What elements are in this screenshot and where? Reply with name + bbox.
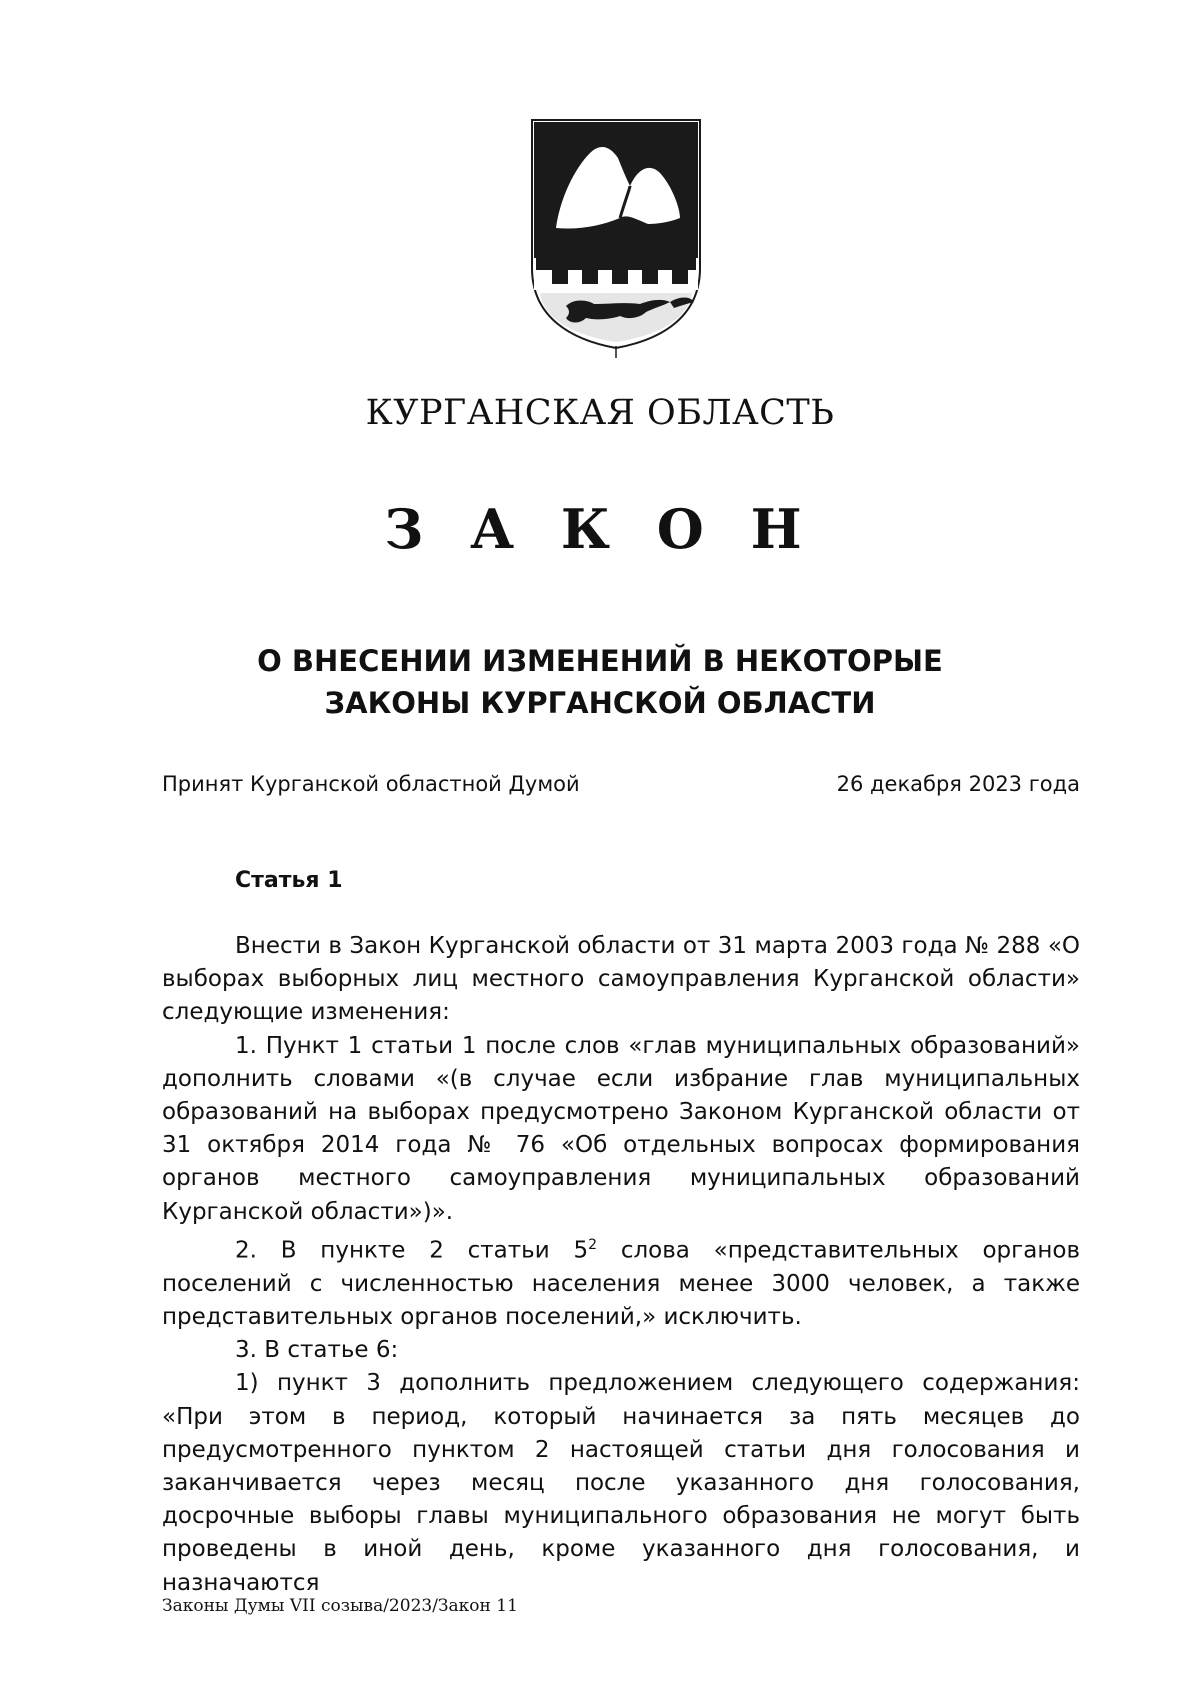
- article-item-2-start: 2. В пункте 2 статьи 5: [235, 1237, 589, 1264]
- coat-of-arms-icon: [530, 118, 702, 363]
- article-item-2: [162, 1229, 1080, 1334]
- law-subject-heading: [0, 640, 1200, 724]
- page-footer: Законы Думы VII созыва/2023/Закон 11: [162, 1596, 518, 1616]
- article-item-2-superscript: 2: [588, 1236, 598, 1253]
- article-heading: Статья 1: [235, 868, 343, 893]
- article-item-2-end: слова «представительных органов поселений с численностью населения менее 3000 человек, а также представительных органов поселений,» исключить.: [162, 1237, 1080, 1330]
- article-item-3-sub-1-text: «При этом в период, который начинается за пять месяцев до предусмотренного пунктом 2 настоящей статьи дня голосования и заканчивается через месяц после указанного дня голосования, досрочные выборы главы муниципального образования не могут быть проведены в иной день, кроме указанного дня голосования, и назначаются: [162, 1403, 1080, 1596]
- region-title: КУРГАНСКАЯ ОБЛАСТЬ: [365, 393, 835, 433]
- adopted-by: Принят Курганской областной Думой: [162, 772, 580, 796]
- law-subject-line-2: ЗАКОНЫ КУРГАНСКОЙ ОБЛАСТИ: [324, 686, 876, 720]
- article-body: [162, 930, 1080, 1600]
- document-type-title: З А К О Н: [384, 497, 816, 561]
- adoption-line: [162, 772, 1080, 796]
- article-intro: Внести в Закон Курганской области от 31 марта 2003 года № 288 «О выборах выборных лиц местного самоуправления Курганской области» следующие изменения:: [162, 933, 1080, 1026]
- adoption-date: 26 декабря 2023 года: [836, 772, 1080, 796]
- article-item-3-sub-1: 1) пункт 3 дополнить предложением следующего содержания:: [235, 1370, 1080, 1397]
- article-item-3: 3. В статье 6:: [235, 1337, 399, 1364]
- article-item-1: 1. Пункт 1 статьи 1 после слов «глав муниципальных образований» дополнить словами «(в случае если избрание глав муниципальных образований на выборах предусмотрено Законом Курганской области от 31 октября 2014 года № 76 «Об отдельных вопросах формирования органов местного самоуправления муниципальных образований Курганской области»)».: [162, 1032, 1080, 1225]
- law-subject-line-1: О ВНЕСЕНИИ ИЗМЕНЕНИЙ В НЕКОТОРЫЕ: [257, 644, 943, 678]
